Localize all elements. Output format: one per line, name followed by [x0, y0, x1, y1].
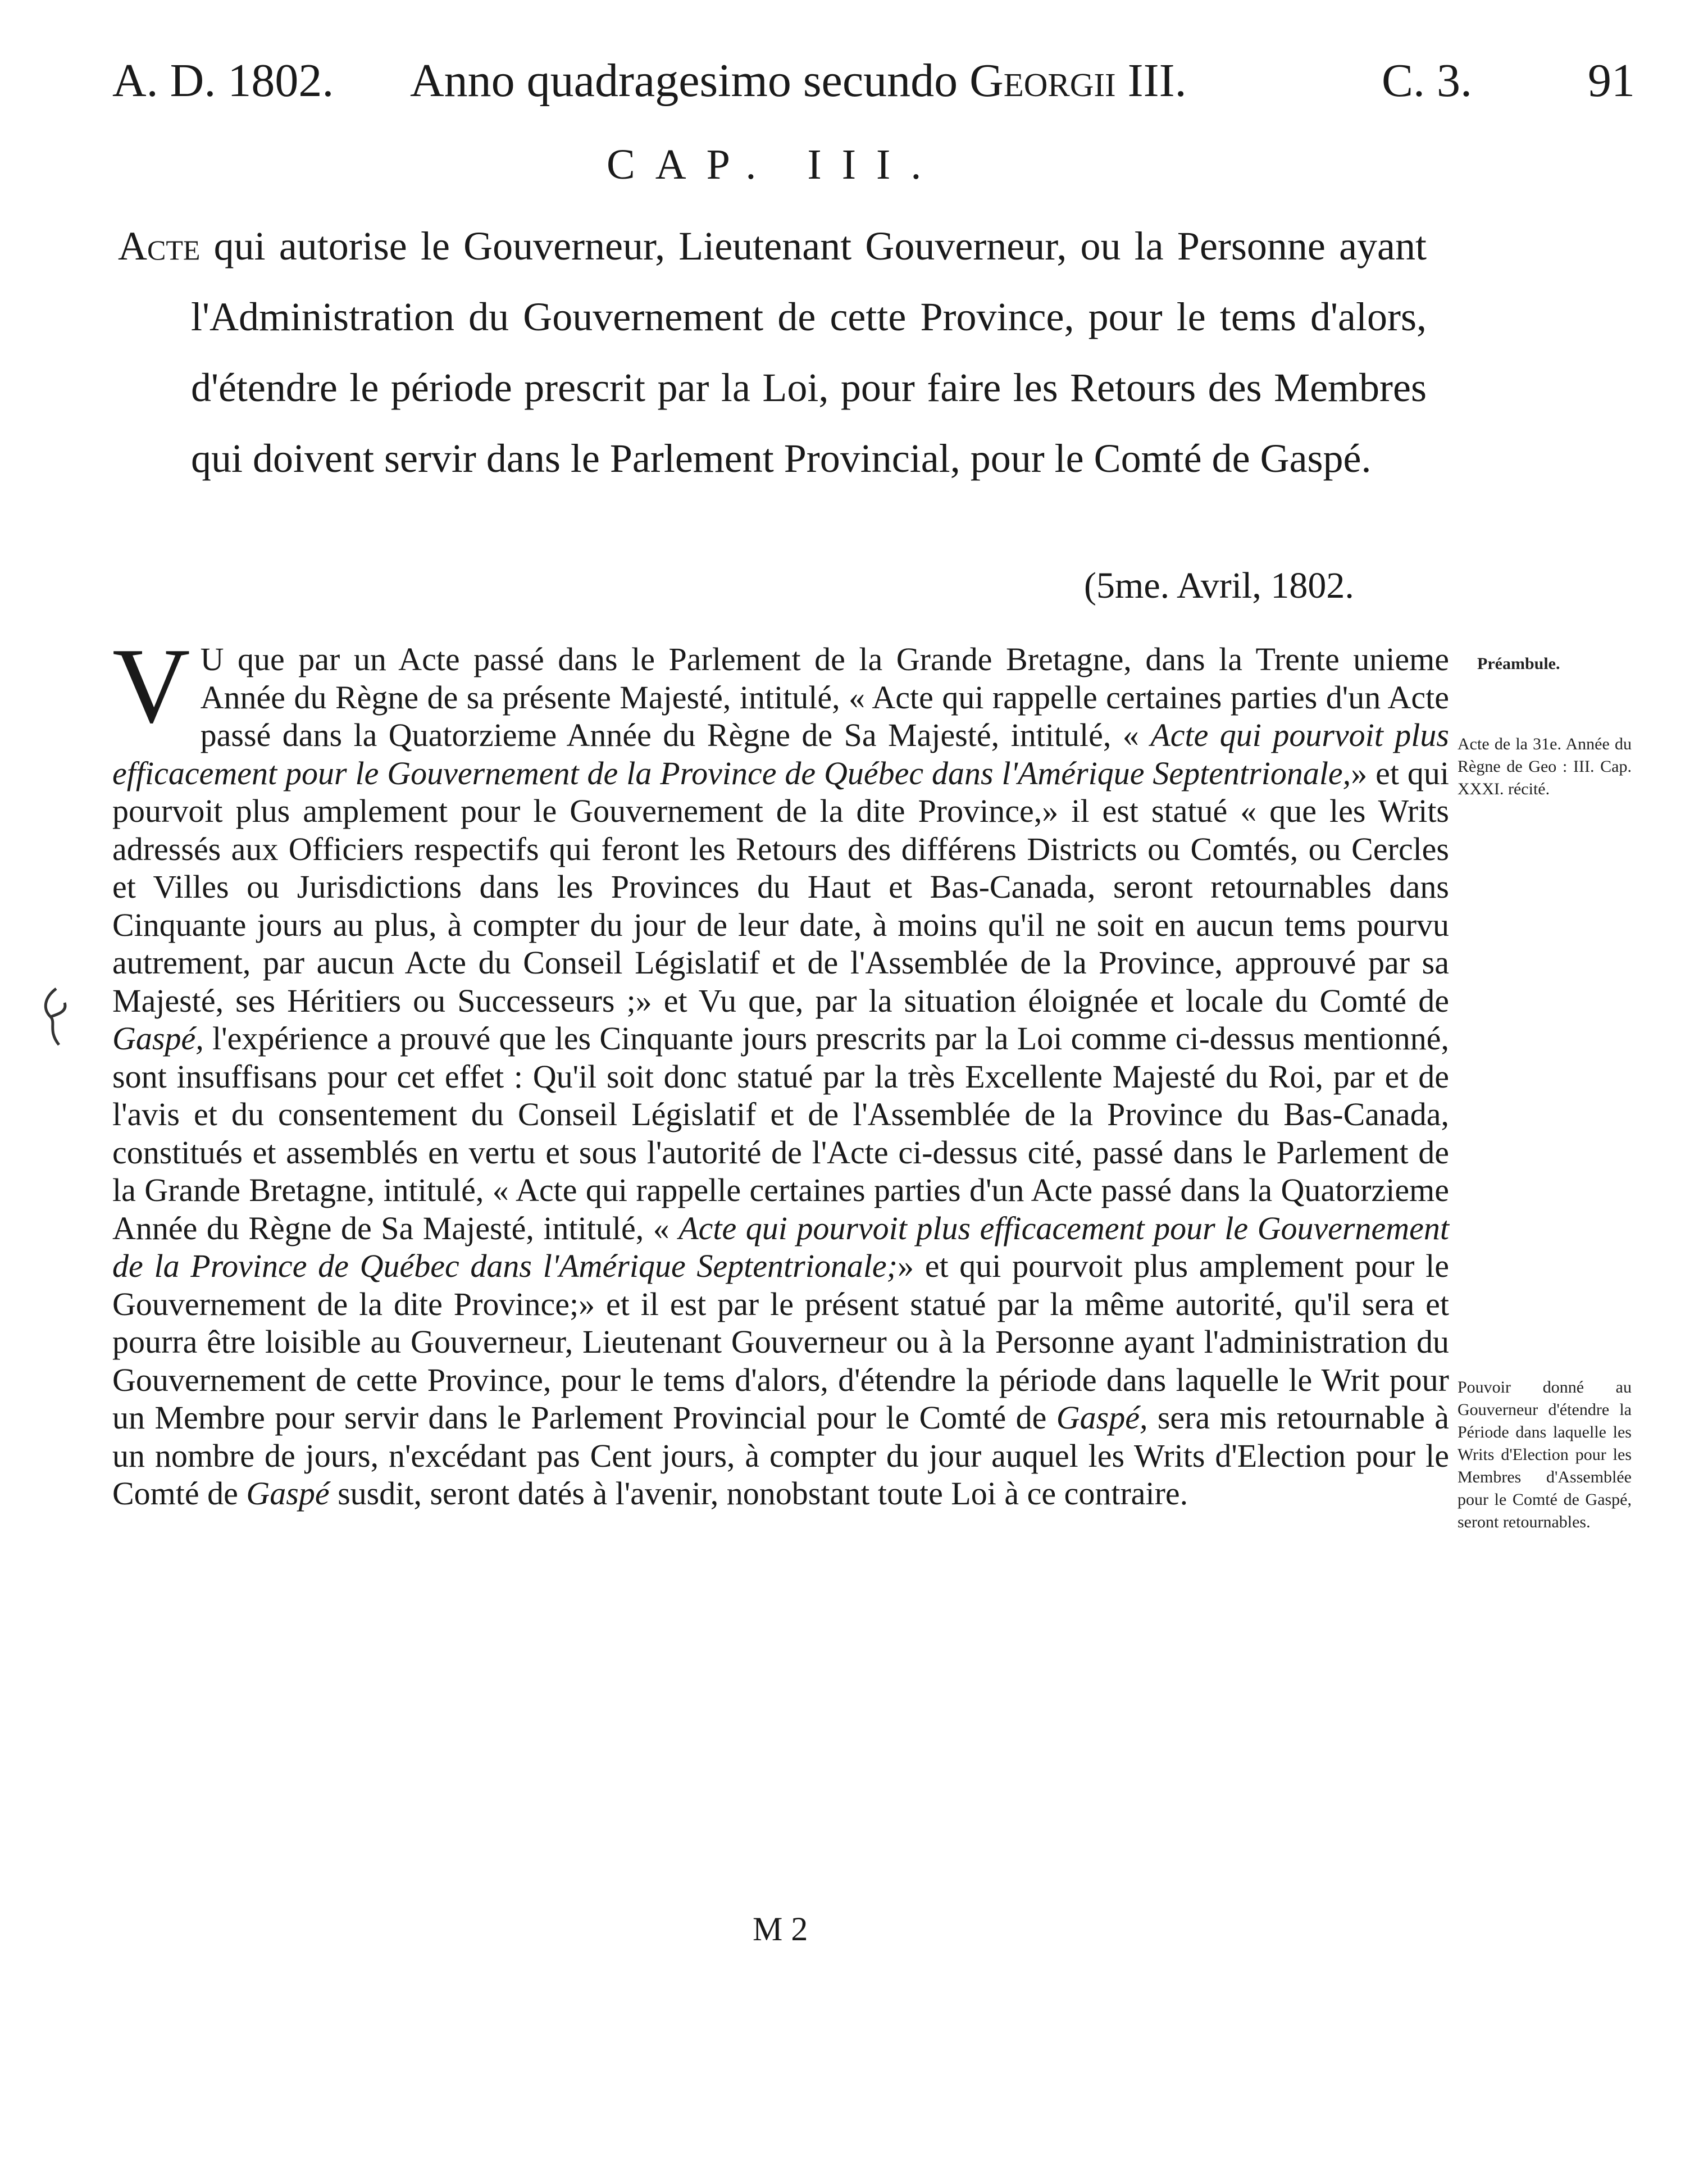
year-label: A. D. 1802.	[112, 54, 334, 107]
body-segment: » et qui pourvoit plus amplement pour le Gouvernement de la dite Province,» il est statué « que les Writs adressés aux Officiers respectifs qui feront les Retours des différens Districts ou Comtés, ou Cercles et Villes ou Jurisdictions dans les Provinces du Haut et Bas-Canada, seront retournables dans Cinquante jours au plus, à compter du jour de leur date, à moins qu'il ne soit en aucun tems pourvu autrement, par aucun Acte du Conseil Législatif et de l'Assemblée de la Province, approuvé par sa Majesté, ses Héritiers ou Successeurs ;» et Vu que, par la situation éloignée et locale du Comté de	[112, 754, 1449, 1019]
page-number: 91	[1588, 54, 1635, 107]
drop-cap: V	[112, 626, 190, 745]
running-head	[112, 53, 1635, 115]
body-italic-segment: Acte qui pourvoit plus efficacement pour le Gouvernement de la Province de Québec dans l'Amérique Septentrionale,	[112, 717, 1449, 791]
chapter-label: C. 3.	[1382, 54, 1473, 107]
body-segment: » et qui pourvoit plus amplement pour le Gouvernement de la dite Province;» et il est par le présent statué par la même autorité, qu'il sera et pourra être loisible au Gouverneur, Lieutenant Gouverneur ou à la Personne ayant l'administration du Gouvernement de cette Province, pour le tems d'alors, d'étendre la période dans laquelle le Writ pour un Membre pour servir dans le Parlement Provincial pour le Comté de	[112, 1248, 1449, 1436]
ink-blot-mark	[39, 986, 73, 1048]
body-italic-segment: Acte qui pourvoit plus efficacement pour le Gouvernement de la Province de Québec dans l'Amérique Septentrionale;	[112, 1209, 1449, 1284]
regnal-year: Anno quadragesimo secundo	[410, 54, 958, 107]
body-segments	[112, 626, 1449, 1512]
marginal-note-act-reference: Acte de la 31e. Année du Règne de Geo : III. Cap. XXXI. récité.	[1458, 735, 1632, 798]
act-title-text: qui autorise le Gouverneur, Lieutenant Gouverneur, ou la Personne ayant l'Administration du Gouvernement de cette Province, pour le tems d'alors, d'étendre le période prescrit par la Loi, pour faire les Retours des Membres qui doivent servir dans le Parlement Provincial, pour le Comté de Gaspé.	[191, 224, 1427, 481]
regnal-title	[410, 53, 1187, 108]
act-title	[118, 211, 1427, 494]
body-italic-segment: Gaspé,	[1056, 1399, 1148, 1436]
body-italic-segment: Gaspé	[246, 1475, 330, 1512]
marginal-note-power: Pouvoir donné au Gouverneur d'étendre la Période dans laquelle les Writs d'Election pour les Membres d'Assemblée pour le Comté de Gaspé, seront retournables.	[1458, 1378, 1632, 1531]
body-segment: U que par un Acte passé dans le Parlement de la Grande Bretagne, dans la Trente unieme Année du Règne de sa présente Majesté, intitulé, « Acte qui rappelle certaines parties d'un Acte passé dans la Quatorzieme Année du Règne de Sa Majesté, intitulé, «	[200, 641, 1449, 753]
body-paragraph	[112, 626, 1449, 1513]
act-title-lead: Acte	[118, 224, 201, 269]
king-name: Georgii III.	[969, 54, 1187, 107]
enactment-date: (5me. Avril, 1802.	[1084, 565, 1354, 606]
marginal-note-preamble: Préambule.	[1477, 654, 1560, 673]
body-segment: sera mis retournable à un nombre de jours, n'excédant pas Cent jours, à compter du jour auquel les Writs d'Election pour le Comté de	[112, 1399, 1449, 1512]
signature-mark: M 2	[753, 1910, 808, 1948]
body-segment: l'expérience a prouvé que les Cinquante jours prescrits par la Loi comme ci-dessus mentionné, sont insuffisans pour cet effet : Qu'il soit donc statué par la très Excellente Majesté du Roi, par et de l'avis et du consentement du Conseil Législatif et de l'Assemblée de la Province du Bas-Canada, constitués et assemblés en vertu et sous l'autorité de l'Acte ci-dessus cité, passé dans le Parlement de la Grande Bretagne, intitulé, « Acte qui rappelle certaines parties d'un Acte passé dans la Quatorzieme Année du Règne de Sa Majesté, intitulé, «	[112, 1020, 1449, 1247]
act-body	[112, 626, 1449, 1513]
chapter-heading: CAP. III.	[607, 141, 942, 188]
body-italic-segment: Gaspé,	[112, 1020, 204, 1057]
body-segment: susdit, seront datés à l'avenir, nonobstant toute Loi à ce contraire.	[329, 1475, 1188, 1512]
